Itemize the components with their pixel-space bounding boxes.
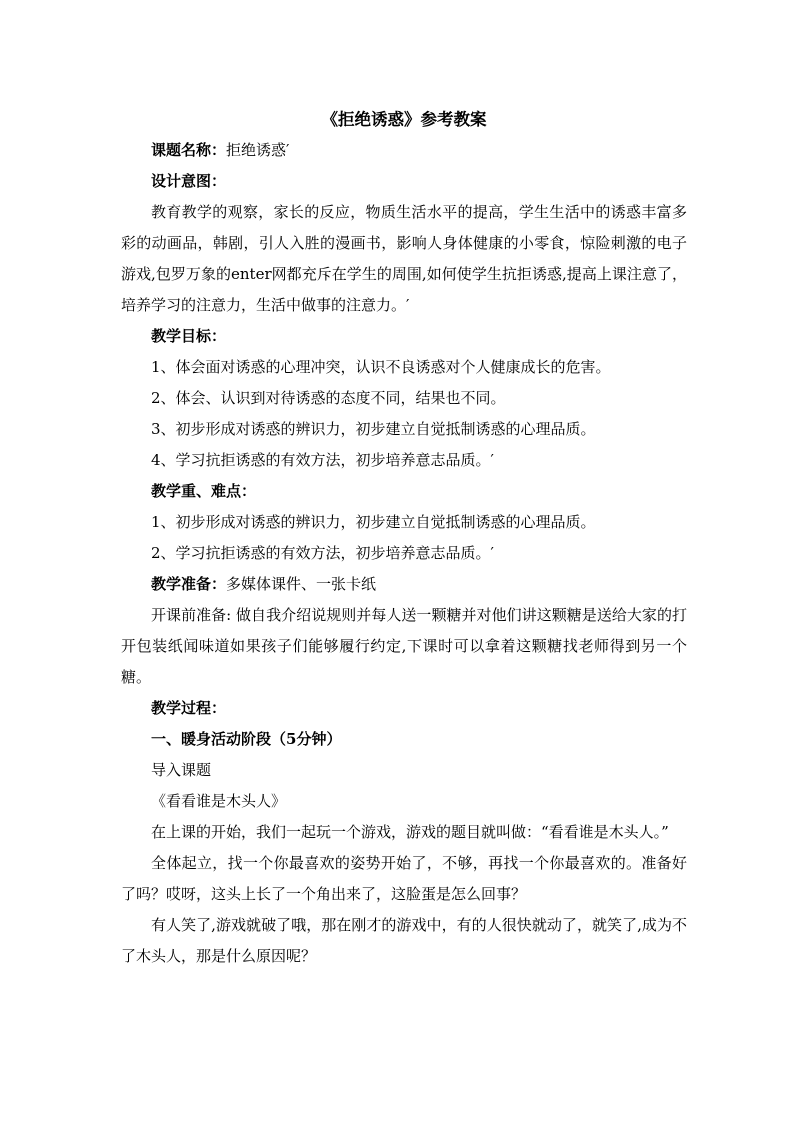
document-body (121, 104, 687, 972)
goal-item: 2、体会、认识到对待诱惑的态度不同，结果也不同。 (151, 389, 506, 407)
intro-line: 导入课题 (151, 761, 212, 779)
course-name-label: 课题名称： (151, 141, 227, 159)
design-label: 设计意图： (151, 172, 227, 190)
goal-item: 4、学习抗拒诱惑的有效方法，初步培养意志品质。′ (151, 451, 494, 469)
paragraph-game-instructions: 全体起立，找一个你最喜欢的姿势开始了，不够，再找一个你最喜欢的。准备好了吗？哎呀，这头上长了一个角出来了，这脸蛋是怎么回事？ (121, 854, 687, 903)
course-name-line (121, 135, 687, 166)
goal-item: 3、初步形成对诱惑的辨识力，初步建立自觉抵制诱惑的心理品质。 (151, 420, 596, 438)
pre-class-paragraph: 开课前准备: 做自我介绍说规则并每人送一颗糖并对他们讲这颗糖是送给大家的打开包装纸闻味道如果孩子们能够履行约定,下课时可以拿着这颗糖找老师得到另一个糖。 (121, 606, 687, 686)
game-name: 《看看谁是木头人》 (151, 792, 287, 810)
paragraph-game-question: 有人笑了,游戏就破了哦，那在刚才的游戏中，有的人很快就动了，就笑了,成为不了木头人，那是什么原因呢？ (121, 916, 687, 965)
paragraph-game-intro: 在上课的开始，我们一起玩一个游戏，游戏的题目就叫做：“看看谁是木头人。” (151, 823, 669, 841)
design-paragraph: 教育教学的观察，家长的反应，物质生活水平的提高，学生生活中的诱惑丰富多彩的动画品，韩剧，引人入胜的漫画书，影响人身体健康的小零食，惊险刺激的电子游戏,包罗万象的enter网都充斥在学生的周围,如何使学生抗拒诱惑,提高上课注意了，培养学习的注意力，生活中做事的注意力。′ (121, 203, 687, 314)
course-name-value: 拒绝诱惑′ (226, 141, 290, 159)
stage1-heading: 一、暖身活动阶段（5分钟） (151, 730, 342, 748)
key-points-label: 教学重、难点： (151, 482, 257, 500)
key-point-item: 2、学习抗拒诱惑的有效方法，初步培养意志品质。′ (151, 544, 494, 562)
process-label: 教学过程： (151, 699, 227, 717)
prep-value: 多媒体课件、一张卡纸 (226, 575, 377, 593)
key-point-item: 1、初步形成对诱惑的辨识力，初步建立自觉抵制诱惑的心理品质。 (151, 513, 596, 531)
goals-label: 教学目标： (151, 327, 227, 345)
document-title: 《拒绝诱惑》参考教案 (321, 110, 487, 129)
goal-item: 1、体会面对诱惑的心理冲突，认识不良诱惑对个人健康成长的危害。 (151, 358, 611, 376)
prep-line (121, 569, 687, 600)
prep-label: 教学准备： (151, 575, 227, 593)
